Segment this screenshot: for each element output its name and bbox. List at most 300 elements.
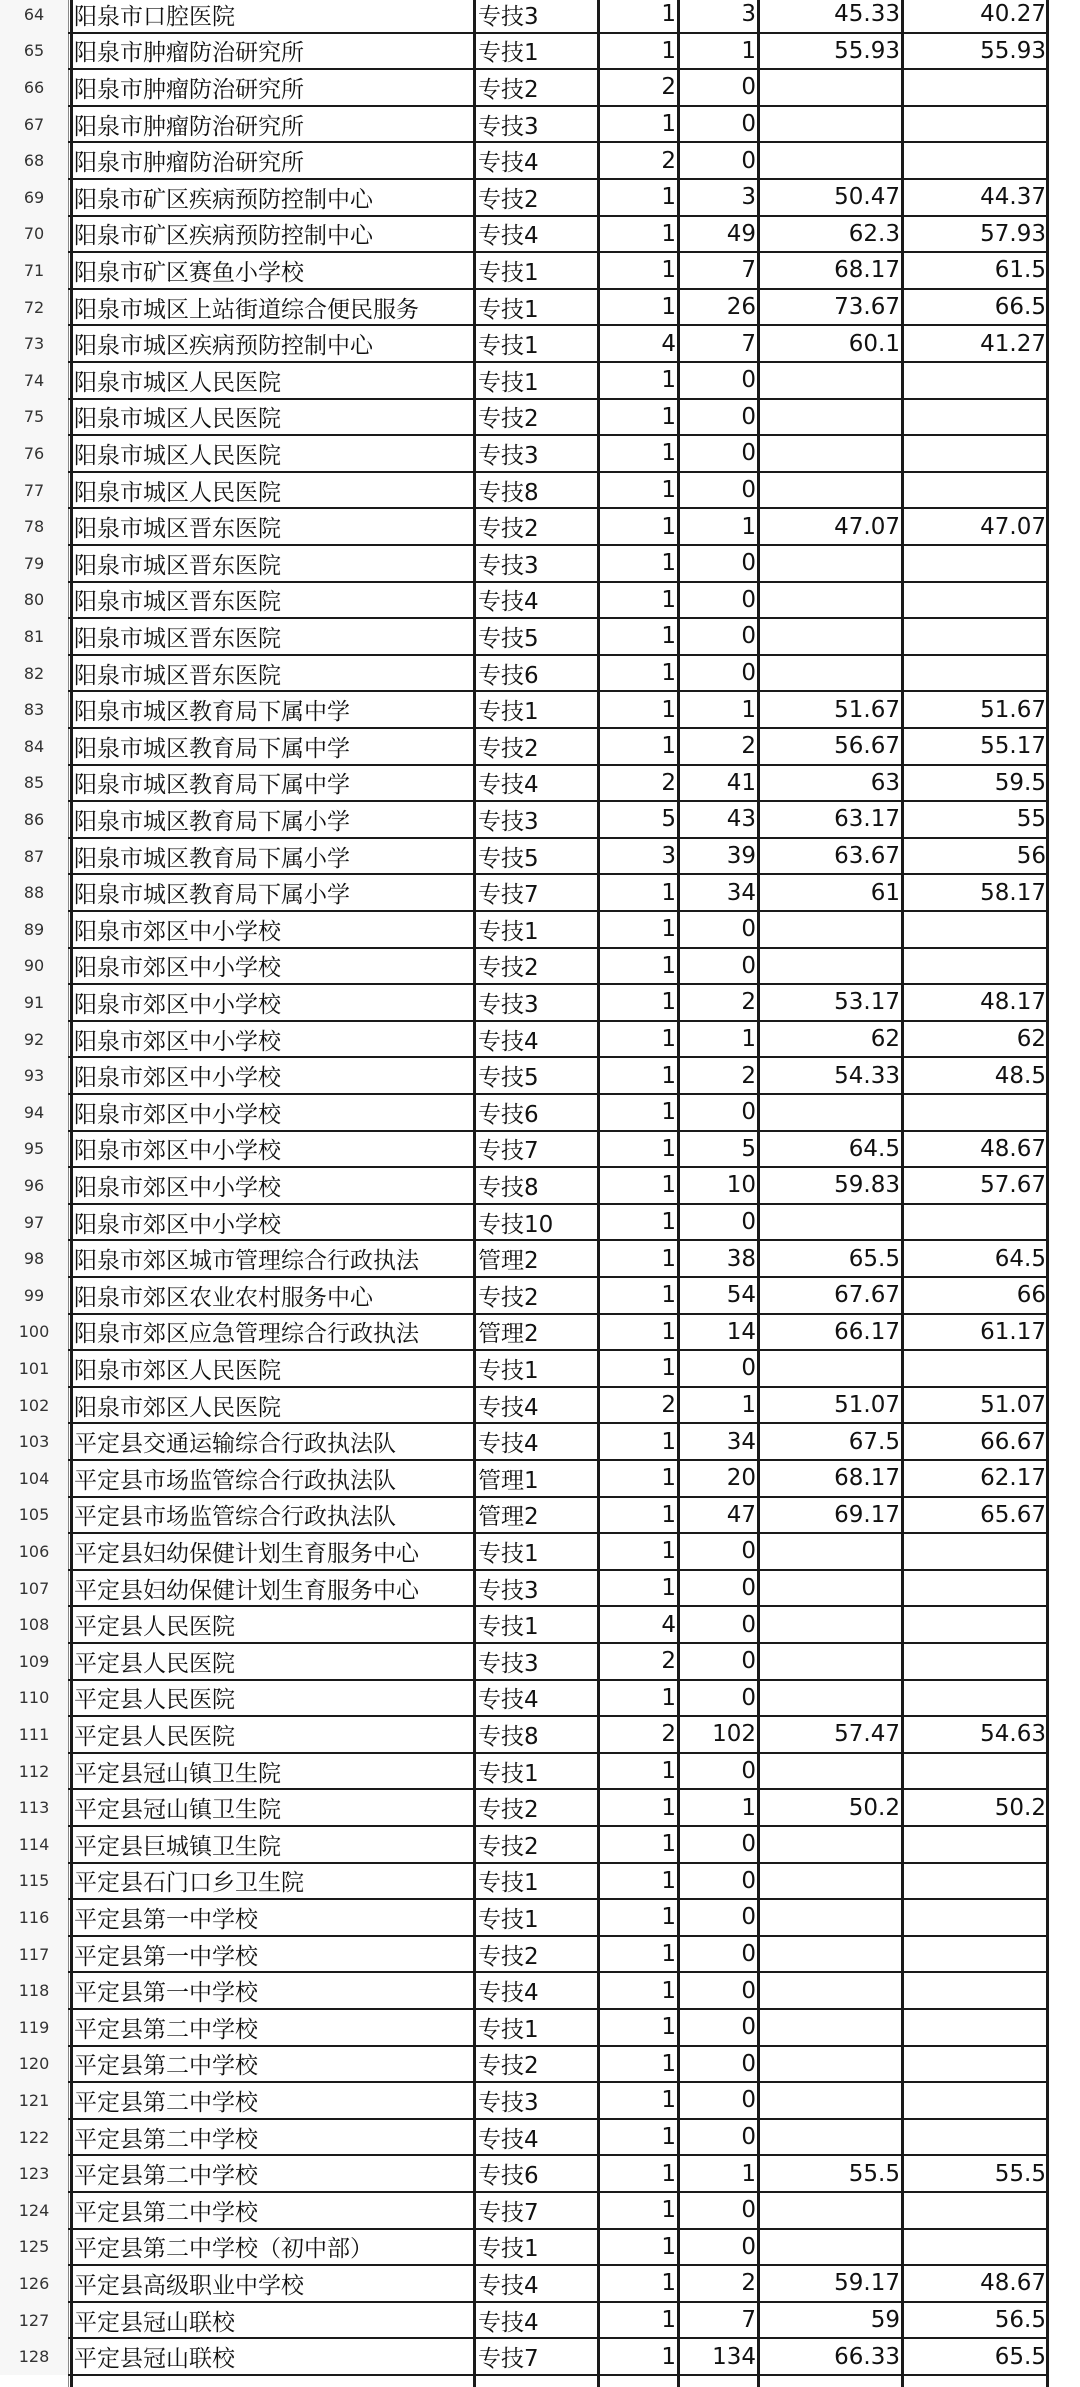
cell-low-score[interactable] (904, 618, 1048, 655)
cell-quota[interactable]: 1 (661, 257, 676, 284)
cell-unit-name[interactable]: 阳泉市郊区人民医院 (74, 1357, 281, 1384)
cell-unit-name[interactable]: 平定县人民医院 (74, 1723, 235, 1750)
cell-high-score[interactable]: 60.1 (848, 330, 900, 357)
cell-quota[interactable]: 1 (661, 696, 676, 723)
cell-position[interactable]: 专技3 (478, 808, 539, 835)
cell-applicants[interactable]: 0 (741, 2087, 756, 2114)
table-row[interactable] (0, 2082, 1080, 2119)
cell-high-score[interactable]: 51.07 (834, 1392, 900, 1419)
table-row[interactable] (0, 1057, 1080, 1094)
cell-low-score[interactable]: 66 (1016, 1282, 1046, 1309)
cell-unit-name[interactable]: 阳泉市肿瘤防治研究所 (74, 113, 304, 140)
cell-low-score[interactable] (904, 399, 1048, 436)
cell-applicants[interactable]: 0 (741, 1209, 756, 1236)
cell-applicants[interactable]: 5 (741, 1135, 756, 1162)
cell-position[interactable]: 专技7 (478, 1138, 539, 1165)
cell-position[interactable]: 专技2 (478, 955, 539, 982)
table-row[interactable] (0, 1387, 1080, 1424)
table-row[interactable] (0, 1167, 1080, 1204)
cell-high-score[interactable] (760, 472, 902, 509)
table-row[interactable] (0, 1497, 1080, 1534)
cell-position[interactable]: 专技3 (478, 442, 539, 469)
cell-position[interactable]: 专技6 (478, 2163, 539, 2190)
cell-position[interactable]: 专技1 (478, 296, 539, 323)
row-number[interactable]: 88 (0, 874, 68, 911)
cell-applicants[interactable]: 0 (741, 916, 756, 943)
cell-low-score[interactable]: 51.07 (980, 1392, 1046, 1419)
cell-quota[interactable]: 1 (661, 220, 676, 247)
cell-position[interactable]: 专技5 (478, 1065, 539, 1092)
cell-quota[interactable]: 1 (661, 1941, 676, 1968)
cell-unit-name[interactable]: 阳泉市郊区中小学校 (74, 955, 281, 982)
cell-position[interactable]: 专技4 (478, 2309, 539, 2336)
cell-quota[interactable]: 1 (661, 733, 676, 760)
cell-low-score[interactable]: 66.5 (994, 294, 1046, 321)
row-number[interactable]: 87 (0, 838, 68, 875)
cell-high-score[interactable]: 54.33 (834, 1062, 900, 1089)
cell-unit-name[interactable]: 平定县巨城镇卫生院 (74, 1833, 281, 1860)
cell-position[interactable]: 专技4 (478, 1980, 539, 2007)
cell-position[interactable]: 专技2 (478, 1943, 539, 1970)
row-number[interactable]: 84 (0, 728, 68, 765)
cell-applicants[interactable]: 7 (741, 257, 756, 284)
cell-unit-name[interactable]: 平定县石门口乡卫生院 (74, 1870, 304, 1897)
cell-quota[interactable]: 1 (661, 2343, 676, 2370)
cell-quota[interactable]: 1 (661, 2087, 676, 2114)
cell-high-score[interactable] (760, 1753, 902, 1790)
cell-unit-name[interactable]: 平定县人民医院 (74, 1650, 235, 1677)
cell-high-score[interactable]: 69.17 (834, 1501, 900, 1528)
cell-high-score[interactable]: 50.47 (834, 184, 900, 211)
cell-low-score[interactable]: 61.17 (980, 1318, 1046, 1345)
table-row[interactable] (0, 765, 1080, 802)
table-row[interactable] (0, 1277, 1080, 1314)
cell-low-score[interactable]: 59.5 (994, 769, 1046, 796)
table-row[interactable] (0, 691, 1080, 728)
table-row[interactable] (0, 911, 1080, 948)
table-row[interactable] (0, 545, 1080, 582)
cell-quota[interactable]: 1 (661, 1977, 676, 2004)
cell-applicants[interactable]: 102 (712, 1721, 756, 1748)
cell-applicants[interactable]: 1 (741, 513, 756, 540)
cell-unit-name[interactable]: 阳泉市城区上站街道综合便民服务 (74, 296, 419, 323)
cell-high-score[interactable] (760, 142, 902, 179)
table-row[interactable] (0, 2229, 1080, 2266)
cell-low-score[interactable] (904, 1350, 1048, 1387)
row-number[interactable]: 117 (0, 1936, 68, 1973)
cell-low-score[interactable]: 48.5 (994, 1062, 1046, 1089)
cell-unit-name[interactable]: 阳泉市城区教育局下属中学 (74, 735, 350, 762)
cell-applicants[interactable]: 10 (726, 1172, 756, 1199)
cell-high-score[interactable] (760, 1204, 902, 1241)
cell-low-score[interactable]: 44.37 (980, 184, 1046, 211)
cell-low-score[interactable]: 62.17 (980, 1465, 1046, 1492)
cell-quota[interactable]: 1 (661, 586, 676, 613)
row-number[interactable]: 95 (0, 1131, 68, 1168)
cell-low-score[interactable]: 57.67 (980, 1172, 1046, 1199)
cell-position[interactable]: 专技2 (478, 1797, 539, 1824)
cell-quota[interactable]: 1 (661, 1355, 676, 1382)
row-number[interactable]: 82 (0, 655, 68, 692)
cell-unit-name[interactable]: 阳泉市矿区赛鱼小学校 (74, 259, 304, 286)
table-row[interactable] (0, 1899, 1080, 1936)
cell-quota[interactable]: 4 (661, 330, 676, 357)
cell-unit-name[interactable]: 阳泉市城区晋东医院 (74, 625, 281, 652)
cell-low-score[interactable]: 58.17 (980, 879, 1046, 906)
cell-low-score[interactable]: 65.67 (980, 1501, 1046, 1528)
cell-high-score[interactable] (760, 435, 902, 472)
cell-high-score[interactable]: 53.17 (834, 989, 900, 1016)
table-row[interactable] (0, 1240, 1080, 1277)
table-row[interactable] (0, 1936, 1080, 1973)
cell-low-score[interactable] (904, 655, 1048, 692)
cell-unit-name[interactable]: 平定县高级职业中学校 (74, 2272, 304, 2299)
cell-applicants[interactable]: 1 (741, 1794, 756, 1821)
cell-unit-name[interactable]: 阳泉市郊区中小学校 (74, 918, 281, 945)
table-row[interactable] (0, 1204, 1080, 1241)
cell-quota[interactable]: 1 (661, 477, 676, 504)
cell-applicants[interactable]: 0 (741, 2014, 756, 2041)
table-row[interactable] (0, 1314, 1080, 1351)
cell-low-score[interactable] (904, 1533, 1048, 1570)
cell-high-score[interactable] (760, 1826, 902, 1863)
row-number[interactable]: 115 (0, 1863, 68, 1900)
cell-quota[interactable]: 1 (661, 1831, 676, 1858)
cell-position[interactable]: 专技5 (478, 845, 539, 872)
cell-high-score[interactable] (760, 1936, 902, 1973)
cell-quota[interactable]: 1 (661, 1758, 676, 1785)
row-number[interactable]: 71 (0, 252, 68, 289)
cell-quota[interactable]: 2 (661, 1648, 676, 1675)
cell-high-score[interactable]: 62.3 (848, 220, 900, 247)
cell-position[interactable]: 专技4 (478, 1687, 539, 1714)
cell-applicants[interactable]: 0 (741, 952, 756, 979)
cell-unit-name[interactable]: 平定县冠山联校 (74, 2346, 235, 2373)
table-row[interactable] (0, 2009, 1080, 2046)
row-number[interactable]: 79 (0, 545, 68, 582)
cell-applicants[interactable]: 0 (741, 2197, 756, 2224)
cell-low-score[interactable] (904, 948, 1048, 985)
cell-position[interactable]: 专技2 (478, 2053, 539, 2080)
cell-unit-name[interactable]: 阳泉市城区人民医院 (74, 406, 281, 433)
cell-applicants[interactable]: 20 (726, 1465, 756, 1492)
row-number[interactable]: 91 (0, 984, 68, 1021)
table-row[interactable] (0, 948, 1080, 985)
cell-position[interactable]: 专技1 (478, 2016, 539, 2043)
cell-high-score[interactable]: 67.67 (834, 1282, 900, 1309)
cell-high-score[interactable] (760, 618, 902, 655)
cell-unit-name[interactable]: 阳泉市肿瘤防治研究所 (74, 76, 304, 103)
cell-high-score[interactable]: 64.5 (848, 1135, 900, 1162)
cell-applicants[interactable]: 0 (741, 623, 756, 650)
cell-unit-name[interactable]: 阳泉市城区教育局下属小学 (74, 845, 350, 872)
cell-high-score[interactable]: 67.5 (848, 1428, 900, 1455)
cell-high-score[interactable]: 63.17 (834, 806, 900, 833)
cell-position[interactable]: 专技2 (478, 1284, 539, 1311)
cell-position[interactable]: 专技4 (478, 2272, 539, 2299)
cell-unit-name[interactable]: 阳泉市郊区人民医院 (74, 1394, 281, 1421)
cell-low-score[interactable] (904, 1680, 1048, 1717)
row-number[interactable]: 69 (0, 179, 68, 216)
row-number[interactable]: 65 (0, 33, 68, 70)
cell-quota[interactable]: 1 (661, 1575, 676, 1602)
cell-applicants[interactable]: 0 (741, 1867, 756, 1894)
cell-low-score[interactable]: 54.63 (980, 1721, 1046, 1748)
cell-unit-name[interactable]: 平定县第二中学校 (74, 2163, 258, 2190)
row-number[interactable]: 67 (0, 106, 68, 143)
cell-applicants[interactable]: 0 (741, 111, 756, 138)
table-row[interactable] (0, 1863, 1080, 1900)
table-row[interactable] (0, 582, 1080, 619)
table-row[interactable] (0, 472, 1080, 509)
cell-position[interactable]: 管理2 (478, 1504, 539, 1531)
table-row[interactable] (0, 106, 1080, 143)
cell-quota[interactable]: 1 (661, 1318, 676, 1345)
row-number[interactable]: 78 (0, 508, 68, 545)
cell-quota[interactable]: 1 (661, 513, 676, 540)
row-number[interactable]: 109 (0, 1643, 68, 1680)
cell-quota[interactable]: 1 (661, 1794, 676, 1821)
cell-high-score[interactable] (760, 911, 902, 948)
cell-high-score[interactable]: 61 (870, 879, 900, 906)
cell-low-score[interactable]: 57.93 (980, 220, 1046, 247)
cell-applicants[interactable]: 0 (741, 2124, 756, 2151)
cell-applicants[interactable]: 0 (741, 1831, 756, 1858)
cell-unit-name[interactable]: 阳泉市郊区中小学校 (74, 1028, 281, 1055)
row-number[interactable]: 96 (0, 1167, 68, 1204)
cell-position[interactable]: 专技1 (478, 259, 539, 286)
cell-unit-name[interactable]: 平定县第二中学校 (74, 2199, 258, 2226)
row-number[interactable]: 74 (0, 362, 68, 399)
cell-position[interactable]: 专技2 (478, 76, 539, 103)
cell-unit-name[interactable]: 阳泉市城区教育局下属中学 (74, 699, 350, 726)
cell-low-score[interactable] (904, 1899, 1048, 1936)
cell-high-score[interactable]: 66.17 (834, 1318, 900, 1345)
cell-low-score[interactable] (904, 582, 1048, 619)
table-row[interactable] (0, 1350, 1080, 1387)
cell-unit-name[interactable]: 平定县冠山镇卫生院 (74, 1760, 281, 1787)
cell-applicants[interactable]: 0 (741, 1941, 756, 1968)
cell-low-score[interactable] (904, 1570, 1048, 1607)
cell-position[interactable]: 专技4 (478, 1431, 539, 1458)
table-row[interactable] (0, 33, 1080, 70)
cell-quota[interactable]: 2 (661, 1721, 676, 1748)
table-row[interactable] (0, 289, 1080, 326)
cell-position[interactable]: 专技4 (478, 150, 539, 177)
cell-low-score[interactable]: 61.5 (994, 257, 1046, 284)
table-row[interactable] (0, 325, 1080, 362)
cell-high-score[interactable] (760, 106, 902, 143)
cell-position[interactable]: 专技8 (478, 479, 539, 506)
cell-position[interactable]: 专技2 (478, 186, 539, 213)
table-row[interactable] (0, 2046, 1080, 2083)
cell-quota[interactable]: 2 (661, 769, 676, 796)
cell-quota[interactable]: 1 (661, 440, 676, 467)
cell-quota[interactable]: 1 (661, 1135, 676, 1162)
table-row[interactable] (0, 801, 1080, 838)
table-row[interactable] (0, 655, 1080, 692)
cell-low-score[interactable] (904, 142, 1048, 179)
row-number[interactable]: 101 (0, 1350, 68, 1387)
cell-low-score[interactable] (904, 472, 1048, 509)
cell-high-score[interactable]: 51.67 (834, 696, 900, 723)
row-number[interactable]: 104 (0, 1460, 68, 1497)
row-number[interactable]: 89 (0, 911, 68, 948)
cell-quota[interactable]: 1 (661, 367, 676, 394)
cell-quota[interactable]: 2 (661, 1392, 676, 1419)
cell-high-score[interactable] (760, 399, 902, 436)
cell-high-score[interactable] (760, 1606, 902, 1643)
table-row[interactable] (0, 216, 1080, 253)
row-number[interactable]: 102 (0, 1387, 68, 1424)
row-number[interactable]: 121 (0, 2082, 68, 2119)
row-number[interactable]: 72 (0, 289, 68, 326)
cell-high-score[interactable]: 59 (870, 2307, 900, 2334)
cell-unit-name[interactable]: 平定县第二中学校（初中部） (74, 2236, 373, 2263)
cell-applicants[interactable]: 0 (741, 1575, 756, 1602)
table-row[interactable] (0, 1972, 1080, 2009)
cell-applicants[interactable]: 134 (712, 2343, 756, 2370)
cell-position[interactable]: 专技4 (478, 1394, 539, 1421)
cell-unit-name[interactable]: 平定县冠山镇卫生院 (74, 1797, 281, 1824)
cell-position[interactable]: 专技1 (478, 1540, 539, 1567)
table-row[interactable] (0, 728, 1080, 765)
row-number[interactable]: 113 (0, 1789, 68, 1826)
cell-position[interactable]: 专技1 (478, 40, 539, 67)
table-row[interactable] (0, 1021, 1080, 1058)
cell-quota[interactable]: 1 (661, 1867, 676, 1894)
cell-position[interactable]: 专技5 (478, 625, 539, 652)
cell-applicants[interactable]: 0 (741, 2050, 756, 2077)
cell-high-score[interactable]: 63 (870, 769, 900, 796)
cell-high-score[interactable]: 62 (870, 1026, 900, 1053)
row-number[interactable]: 128 (0, 2338, 68, 2375)
cell-low-score[interactable] (904, 1204, 1048, 1241)
row-number[interactable]: 93 (0, 1057, 68, 1094)
cell-position[interactable]: 专技4 (478, 2126, 539, 2153)
cell-low-score[interactable]: 51.67 (980, 696, 1046, 723)
cell-applicants[interactable]: 0 (741, 660, 756, 687)
cell-low-score[interactable]: 62 (1016, 1026, 1046, 1053)
cell-quota[interactable]: 1 (661, 1282, 676, 1309)
cell-applicants[interactable]: 38 (726, 1245, 756, 1272)
cell-low-score[interactable]: 48.67 (980, 1135, 1046, 1162)
cell-unit-name[interactable]: 平定县第一中学校 (74, 1943, 258, 1970)
cell-low-score[interactable]: 55.5 (994, 2160, 1046, 2187)
row-number[interactable]: 92 (0, 1021, 68, 1058)
row-number[interactable]: 99 (0, 1277, 68, 1314)
row-number[interactable]: 107 (0, 1570, 68, 1607)
cell-applicants[interactable]: 1 (741, 2160, 756, 2187)
cell-high-score[interactable] (760, 1643, 902, 1680)
cell-applicants[interactable]: 49 (726, 220, 756, 247)
cell-applicants[interactable]: 39 (726, 843, 756, 870)
cell-position[interactable]: 专技1 (478, 369, 539, 396)
cell-high-score[interactable] (760, 545, 902, 582)
cell-low-score[interactable] (904, 2192, 1048, 2229)
cell-applicants[interactable]: 0 (741, 1648, 756, 1675)
cell-quota[interactable]: 1 (661, 1684, 676, 1711)
cell-quota[interactable]: 4 (661, 1611, 676, 1638)
cell-applicants[interactable]: 3 (741, 1, 756, 28)
cell-unit-name[interactable]: 平定县妇幼保健计划生育服务中心 (74, 1577, 419, 1604)
cell-position[interactable]: 专技1 (478, 699, 539, 726)
table-row[interactable] (0, 2338, 1080, 2375)
cell-high-score[interactable]: 47.07 (834, 513, 900, 540)
cell-quota[interactable]: 1 (661, 1, 676, 28)
row-number[interactable]: 80 (0, 582, 68, 619)
row-number[interactable]: 90 (0, 948, 68, 985)
cell-unit-name[interactable]: 阳泉市郊区应急管理综合行政执法 (74, 1321, 419, 1348)
cell-unit-name[interactable]: 平定县人民医院 (74, 1687, 235, 1714)
table-row[interactable] (0, 874, 1080, 911)
cell-unit-name[interactable]: 阳泉市郊区中小学校 (74, 1101, 281, 1128)
cell-position[interactable]: 专技1 (478, 1357, 539, 1384)
row-number[interactable]: 111 (0, 1716, 68, 1753)
table-row[interactable] (0, 618, 1080, 655)
cell-position[interactable]: 专技2 (478, 1833, 539, 1860)
cell-unit-name[interactable]: 阳泉市矿区疾病预防控制中心 (74, 223, 373, 250)
cell-position[interactable]: 专技1 (478, 1906, 539, 1933)
cell-low-score[interactable]: 41.27 (980, 330, 1046, 357)
cell-applicants[interactable]: 0 (741, 550, 756, 577)
cell-low-score[interactable] (904, 2082, 1048, 2119)
cell-low-score[interactable]: 66.67 (980, 1428, 1046, 1455)
cell-position[interactable]: 管理2 (478, 1321, 539, 1348)
cell-applicants[interactable]: 34 (726, 1428, 756, 1455)
row-number[interactable]: 75 (0, 399, 68, 436)
cell-position[interactable]: 专技10 (478, 1211, 554, 1238)
cell-position[interactable]: 专技3 (478, 552, 539, 579)
table-row[interactable] (0, 2155, 1080, 2192)
cell-position[interactable]: 专技3 (478, 113, 539, 140)
cell-unit-name[interactable]: 阳泉市城区晋东医院 (74, 516, 281, 543)
cell-applicants[interactable]: 2 (741, 2270, 756, 2297)
cell-quota[interactable]: 1 (661, 1538, 676, 1565)
cell-applicants[interactable]: 1 (741, 1026, 756, 1053)
cell-position[interactable]: 专技8 (478, 1723, 539, 1750)
row-number[interactable]: 97 (0, 1204, 68, 1241)
cell-position[interactable]: 专技4 (478, 772, 539, 799)
table-row[interactable] (0, 838, 1080, 875)
cell-applicants[interactable]: 0 (741, 1904, 756, 1931)
cell-applicants[interactable]: 0 (741, 1355, 756, 1382)
cell-unit-name[interactable]: 阳泉市城区人民医院 (74, 369, 281, 396)
cell-position[interactable]: 专技1 (478, 918, 539, 945)
cell-high-score[interactable] (760, 69, 902, 106)
table-row[interactable] (0, 984, 1080, 1021)
table-row[interactable] (0, 2302, 1080, 2339)
cell-quota[interactable]: 1 (661, 550, 676, 577)
table-row[interactable] (0, 1680, 1080, 1717)
row-number[interactable]: 122 (0, 2119, 68, 2156)
row-number[interactable]: 105 (0, 1497, 68, 1534)
cell-position[interactable]: 专技1 (478, 1760, 539, 1787)
cell-low-score[interactable] (904, 2229, 1048, 2266)
cell-high-score[interactable]: 66.33 (834, 2343, 900, 2370)
cell-unit-name[interactable]: 阳泉市郊区中小学校 (74, 991, 281, 1018)
cell-position[interactable]: 专技3 (478, 3, 539, 30)
cell-position[interactable]: 专技1 (478, 2236, 539, 2263)
cell-position[interactable]: 专技7 (478, 882, 539, 909)
cell-high-score[interactable]: 56.67 (834, 733, 900, 760)
cell-applicants[interactable]: 2 (741, 989, 756, 1016)
cell-low-score[interactable] (904, 1606, 1048, 1643)
cell-low-score[interactable]: 50.2 (994, 1794, 1046, 1821)
cell-low-score[interactable]: 55.17 (980, 733, 1046, 760)
cell-high-score[interactable] (760, 1533, 902, 1570)
table-row[interactable] (0, 0, 1080, 33)
